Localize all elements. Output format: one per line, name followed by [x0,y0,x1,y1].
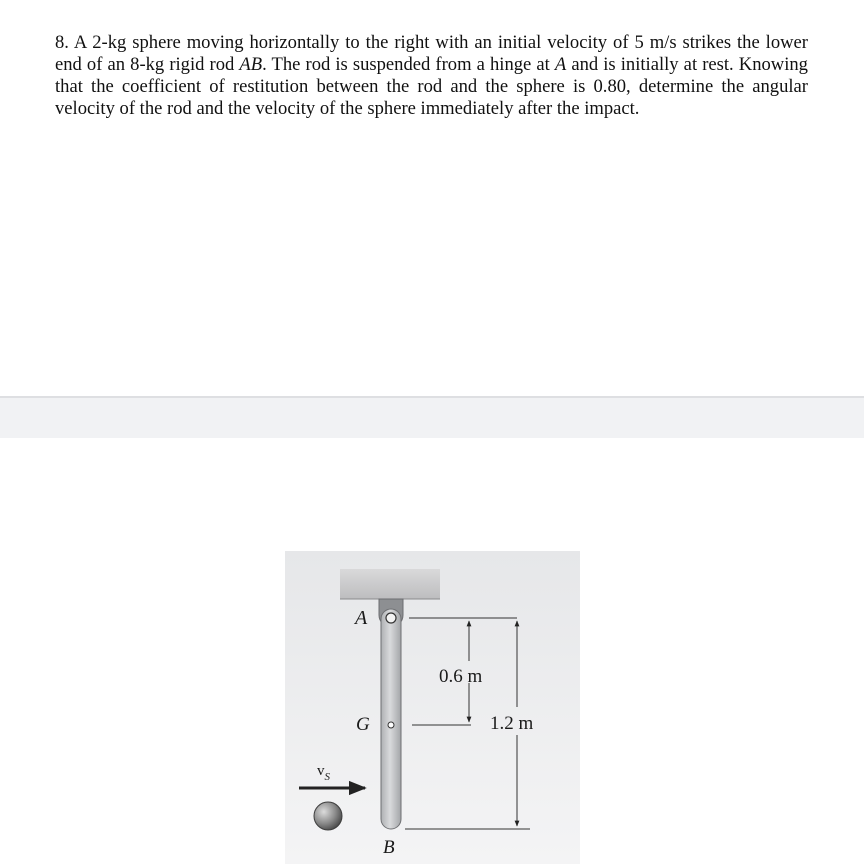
center-of-mass-g [388,722,394,728]
problem-statement [55,32,808,120]
dim-label-ab: 1.2 m [490,713,534,734]
sphere [314,802,342,830]
page-separator [0,396,864,438]
problem-text-part-2: . The rod is suspended from a hinge at [262,54,555,75]
problem-text-part-3: and is initially at rest. Knowing that the coefficient of restitution between the rod and the sphere is 0.80, determine the angular velocity of the rod and the velocity of the sphere immediately after the impact. [55,54,808,119]
label-velocity-subscript: S [324,771,330,783]
rod-sphere-figure [285,551,580,864]
rod-name: AB [239,54,263,75]
ceiling-support [340,569,440,599]
dim-label-ag: 0.6 m [439,666,483,687]
label-b: B [383,837,395,858]
hinge-name: A [554,54,567,75]
label-g: G [356,714,370,735]
rod-ab [381,609,401,829]
problem-text-part-1: A 2-kg sphere moving horizontally to the right with an initial velocity of 5 m/s strikes the lower end of an 8-kg rigid rod [55,32,808,75]
label-velocity-v: v [317,763,325,779]
problem-number: 8. [55,32,69,53]
label-a: A [355,607,368,629]
hinge-pin-a [386,613,396,623]
